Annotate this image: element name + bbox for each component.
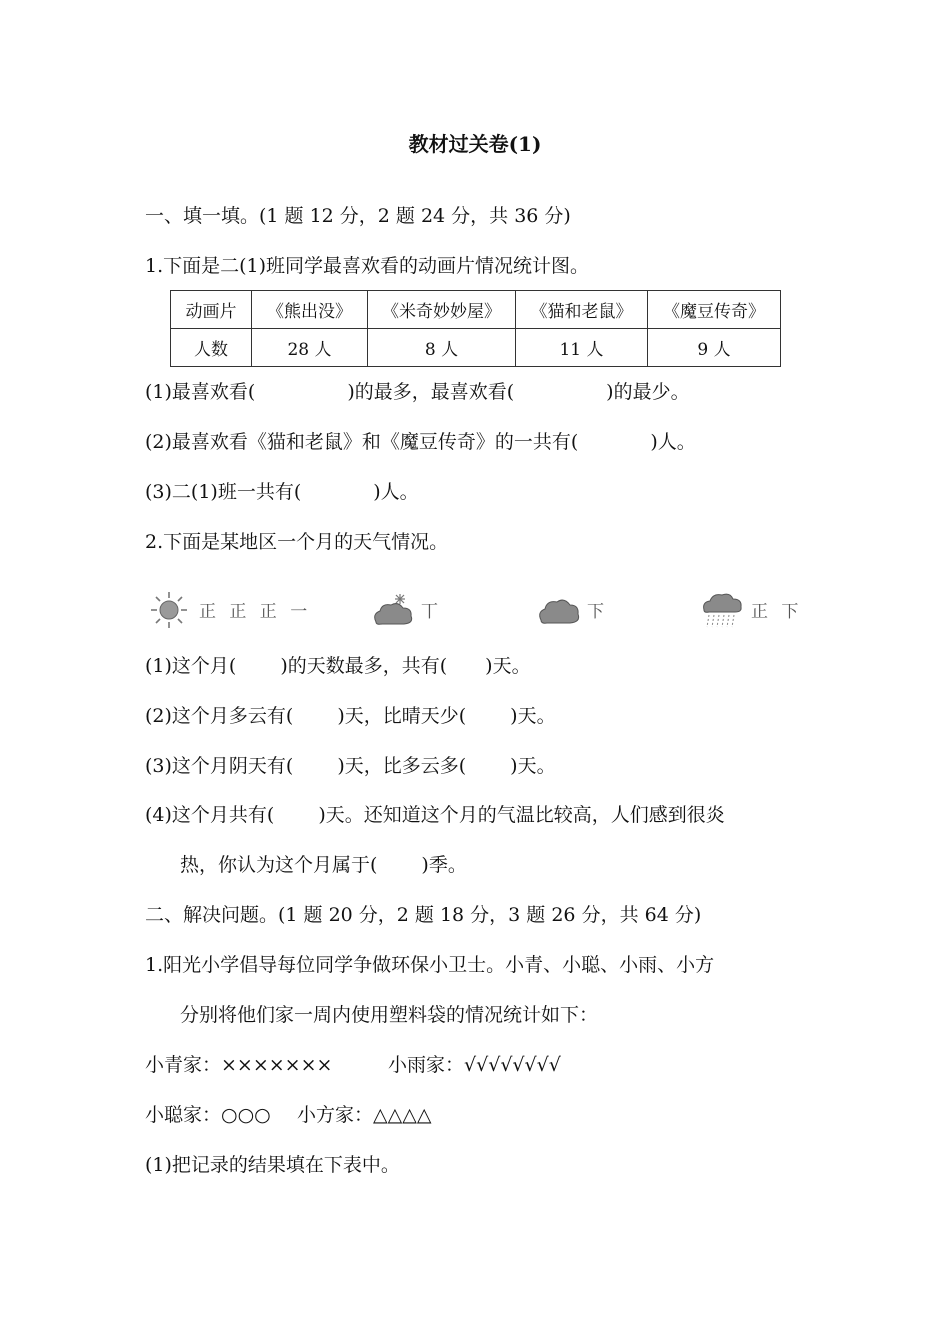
q2-sub3: (3)这个月阴天有( )天，比多云多( )天。 <box>145 755 556 777</box>
table-row <box>171 291 781 329</box>
table-cell: 人数 <box>171 329 252 367</box>
q2-sub4-cont: 热，你认为这个月属于( )季。 <box>180 854 467 876</box>
sunny-tally: 正 正 正 一 <box>199 602 312 622</box>
xiaofang-record: 小方家：△△△△ <box>297 1104 432 1126</box>
section1-heading: 一、填一填。(1 题 12 分，2 题 24 分，共 36 分) <box>145 205 571 227</box>
table-cell: 9 人 <box>648 329 781 367</box>
section2-heading: 二、解决问题。(1 题 20 分，2 题 18 分，3 题 26 分，共 64 分) <box>145 904 702 926</box>
s2-q1-prompt-line1: 1.阳光小学倡导每位同学争做环保小卫士。小青、小聪、小雨、小方 <box>145 954 715 976</box>
table-cell: 8 人 <box>368 329 516 367</box>
q1-sub2: (2)最喜欢看《猫和老鼠》和《魔豆传奇》的一共有( )人。 <box>145 431 696 453</box>
sun-icon <box>148 590 190 630</box>
table-header-cell: 《猫和老鼠》 <box>516 291 648 329</box>
q2-sub4: (4)这个月共有( )天。还知道这个月的气温比较高，人们感到很炎 <box>145 804 725 826</box>
table-header-cell: 《米奇妙妙屋》 <box>368 291 516 329</box>
s2-q1-sub1: (1)把记录的结果填在下表中。 <box>145 1154 400 1176</box>
q1-sub1: (1)最喜欢看( )的最多，最喜欢看( )的最少。 <box>145 381 690 403</box>
table-cell: 11 人 <box>516 329 648 367</box>
s2-q1-prompt-line2: 分别将他们家一周内使用塑料袋的情况统计如下： <box>180 1004 599 1026</box>
cloudy-icon <box>536 590 582 630</box>
table-header-cell: 《魔豆传奇》 <box>648 291 781 329</box>
q1-sub3: (3)二(1)班一共有( )人。 <box>145 481 419 503</box>
table-row <box>171 329 781 367</box>
table-header-cell: 《熊出没》 <box>252 291 368 329</box>
partly-cloudy-tally: 丅 <box>421 602 442 622</box>
rain-tally: 正 下 <box>751 602 803 622</box>
table-cell: 28 人 <box>252 329 368 367</box>
page-title: 教材过关卷(1) <box>408 132 542 156</box>
xiaocong-record: 小聪家：○○○ <box>145 1104 271 1126</box>
partly-cloudy-icon <box>370 590 416 630</box>
cloudy-tally: 下 <box>587 602 608 622</box>
q2-sub1: (1)这个月( )的天数最多，共有( )天。 <box>145 655 531 677</box>
xiaoqing-record: 小青家：××××××× <box>145 1054 333 1076</box>
table-header-cell: 动画片 <box>171 291 252 329</box>
rain-icon <box>700 590 744 630</box>
q2-sub2: (2)这个月多云有( )天，比晴天少( )天。 <box>145 705 556 727</box>
xiaoyu-record: 小雨家：√√√√√√√√ <box>388 1054 561 1076</box>
q1-prompt: 1.下面是二(1)班同学最喜欢看的动画片情况统计图。 <box>145 255 590 277</box>
q2-prompt: 2.下面是某地区一个月的天气情况。 <box>145 531 449 553</box>
cartoon-table <box>170 290 781 367</box>
